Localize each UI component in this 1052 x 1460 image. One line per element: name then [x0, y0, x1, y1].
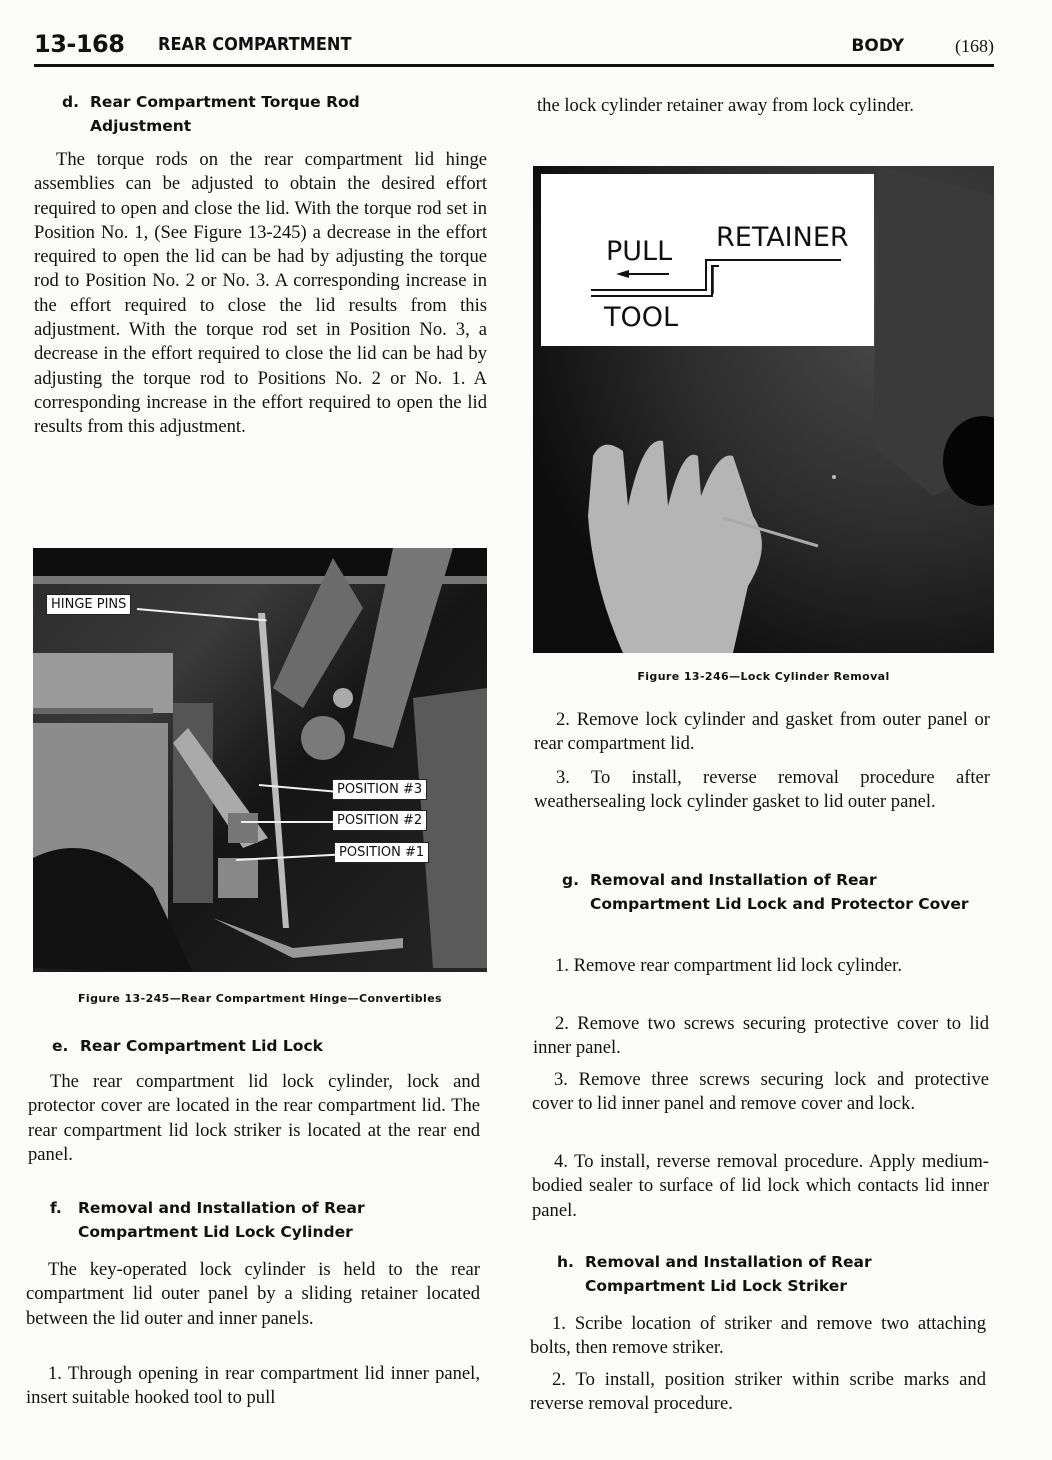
step-f-3: 3. To install, reverse removal procedure after weathersealing lock cylinder gasket to lid outer panel. — [534, 767, 990, 813]
chapter-title: BODY — [851, 36, 904, 56]
callout-hinge-pins: HINGE PINS — [46, 594, 131, 615]
figure-inset-diagram — [541, 174, 874, 346]
heading-d — [62, 90, 422, 138]
heading-text: Rear Compartment Torque Rod Adjustment — [90, 93, 360, 135]
step-g-3: 3. Remove three screws securing lock and protective cover to lid inner panel and remove cover and lock. — [532, 1069, 989, 1115]
heading-h — [557, 1250, 967, 1298]
figure-13-245-photo — [33, 548, 487, 972]
heading-letter: g. — [562, 871, 579, 889]
heading-text: Removal and Installation of Rear Compartment Lid Lock Striker — [585, 1253, 872, 1295]
figure-13-245-caption: Figure 13-245—Rear Compartment Hinge—Convertibles — [78, 992, 442, 1005]
heading-letter: d. — [62, 93, 79, 111]
callout-position-1: POSITION #1 — [334, 842, 429, 863]
step-f-1: 1. Through opening in rear compartment lid inner panel, insert suitable hooked tool to pull — [26, 1363, 480, 1409]
label-tool: TOOL — [604, 302, 679, 333]
page-paren-number: (168) — [955, 36, 994, 56]
heading-e — [52, 1034, 452, 1058]
paragraph-lid-lock: The rear compartment lid lock cylinder, lock and protector cover are located in the rear compartment lid. The rear compartment lid lock striker is located at the rear end panel. — [28, 1071, 480, 1165]
callout-position-2: POSITION #2 — [332, 810, 427, 831]
heading-letter: e. — [52, 1037, 69, 1055]
step-g-4: 4. To install, reverse removal procedure. Apply medium-bodied sealer to surface of lid lock which contacts lid inner panel. — [532, 1151, 989, 1221]
label-retainer: RETAINER — [716, 222, 849, 253]
page-number: 13-168 — [34, 30, 125, 58]
paragraph-torque-rod: The torque rods on the rear compartment lid hinge assemblies can be adjusted to obtain the desired effort required to open and close the lid. With the torque rod set in Position No. 1, (See Figure 13-245) a decrease in the effort required to open the lid can be had by adjusting the torque rod to Position No. 2 or No. 3. A corresponding increase in the effort required to close the lid results from this adjustment. With the torque rod set in Position No. 3, a decrease in the effort required to close the lid can be had by adjusting the torque rod to Positions No. 2 or No. 1. A corresponding increase in the effort required to open the lid results from this adjustment. — [34, 149, 487, 438]
figure-13-246-caption: Figure 13-246—Lock Cylinder Removal — [637, 670, 890, 683]
step-h-2: 2. To install, position striker within scribe marks and reverse removal procedure. — [530, 1369, 986, 1415]
label-pull: PULL — [606, 236, 673, 267]
callout-position-3: POSITION #3 — [332, 779, 427, 800]
step-g-2: 2. Remove two screws securing protective cover to lid inner panel. — [533, 1013, 989, 1059]
tool-diagram — [541, 174, 874, 346]
paragraph-continued: the lock cylinder retainer away from lock cylinder. — [537, 95, 914, 116]
heading-letter: f. — [50, 1199, 62, 1217]
section-title: REAR COMPARTMENT — [158, 34, 352, 55]
step-g-1: 1. Remove rear compartment lid lock cylinder. — [555, 955, 902, 976]
heading-text: Removal and Installation of Rear Compartment Lid Lock and Protector Cover — [590, 871, 969, 913]
heading-g — [562, 868, 972, 916]
heading-letter: h. — [557, 1253, 574, 1271]
step-f-2: 2. Remove lock cylinder and gasket from outer panel or rear compartment lid. — [534, 709, 990, 755]
paragraph-lock-cylinder: The key-operated lock cylinder is held to the rear compartment lid outer panel by a sliding retainer located between the lid outer and inner panels. — [26, 1259, 480, 1329]
heading-text: Removal and Installation of Rear Compartment Lid Lock Cylinder — [78, 1199, 365, 1241]
heading-f — [50, 1196, 430, 1244]
heading-text: Rear Compartment Lid Lock — [80, 1037, 323, 1055]
page-header — [34, 30, 994, 67]
leader-line — [241, 821, 333, 823]
step-h-1: 1. Scribe location of striker and remove two attaching bolts, then remove striker. — [530, 1313, 986, 1359]
figure-13-246-photo — [533, 166, 994, 653]
